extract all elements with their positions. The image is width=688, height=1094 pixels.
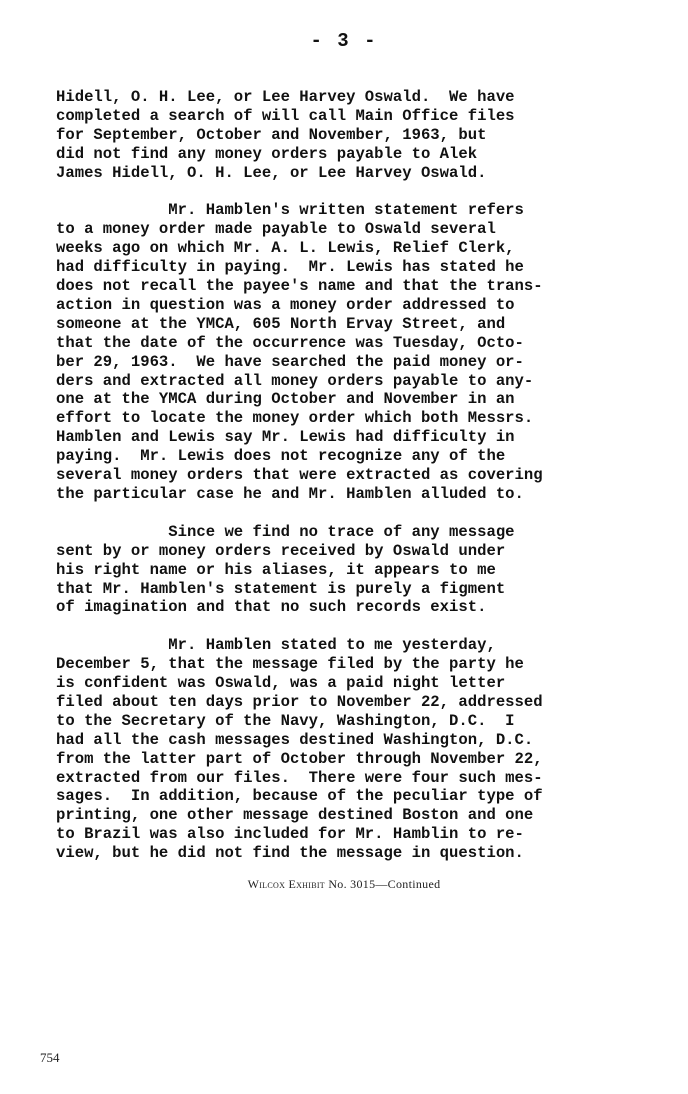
text-line: to Brazil was also included for Mr. Hamblin to re-: [56, 825, 524, 844]
text-line: paying. Mr. Lewis does not recognize any of the: [56, 447, 506, 466]
text-line: weeks ago on which Mr. A. L. Lewis, Relief Clerk,: [56, 239, 515, 258]
text-line: James Hidell, O. H. Lee, or Lee Harvey Oswald.: [56, 163, 487, 182]
text-line: someone at the YMCA, 605 North Ervay Street, and: [56, 314, 506, 333]
text-line: action in question was a money order addressed to: [56, 295, 515, 314]
text-line: for September, October and November, 1963, but: [56, 125, 487, 144]
text-line: from the latter part of October through November 22,: [56, 749, 543, 768]
text-line: filed about ten days prior to November 22, addressed: [56, 692, 543, 711]
text-line: did not find any money orders payable to Alek: [56, 144, 478, 163]
text-line: ders and extracted all money orders payable to any-: [56, 371, 534, 390]
caption-prefix: Wilcox Exhibit: [247, 877, 325, 891]
text-line: completed a search of will call Main Office files: [56, 106, 515, 125]
text-line: is confident was Oswald, was a paid night letter: [56, 674, 506, 693]
text-line: December 5, that the message filed by the party he: [56, 655, 524, 674]
text-line: Hidell, O. H. Lee, or Lee Harvey Oswald. We have: [56, 88, 515, 106]
text-line: that Mr. Hamblen's statement is purely a figment: [56, 579, 506, 598]
page-number: 754: [40, 1050, 60, 1065]
text-line: that the date of the occurrence was Tuesday, Octo-: [56, 333, 524, 352]
text-line: had difficulty in paying. Mr. Lewis has stated he: [56, 258, 524, 277]
text-line: extracted from our files. There were four such mes-: [56, 768, 543, 787]
text-line: does not recall the payee's name and that the trans-: [56, 277, 543, 296]
text-line: the particular case he and Mr. Hamblen alluded to.: [56, 485, 524, 504]
text-line: sages. In addition, because of the peculiar type of: [56, 787, 543, 806]
exhibit-caption: [0, 877, 688, 892]
text-line: Mr. Hamblen's written statement refers: [56, 201, 524, 220]
paragraph: [56, 636, 646, 863]
caption-suffix: No. 3015—Continued: [328, 877, 441, 891]
paragraph: [56, 201, 646, 504]
paragraph: [56, 523, 646, 618]
page-marker: - 3 -: [310, 30, 378, 52]
text-line: of imagination and that no such records exist.: [56, 598, 487, 617]
text-line: Hamblen and Lewis say Mr. Lewis had difficulty in: [56, 428, 515, 447]
text-line: his right name or his aliases, it appears to me: [56, 560, 496, 579]
text-line: to a money order made payable to Oswald several: [56, 220, 496, 239]
text-line: sent by or money orders received by Oswald under: [56, 541, 506, 560]
text-line: printing, one other message destined Boston and one: [56, 806, 534, 825]
text-line: Mr. Hamblen stated to me yesterday,: [56, 636, 496, 655]
text-line: had all the cash messages destined Washington, D.C.: [56, 730, 534, 749]
text-line: effort to locate the money order which both Messrs.: [56, 409, 534, 428]
document-body: [56, 88, 646, 882]
text-line: several money orders that were extracted as covering: [56, 466, 543, 485]
text-line: one at the YMCA during October and November in an: [56, 390, 515, 409]
text-line: view, but he did not find the message in question.: [56, 844, 524, 863]
text-line: to the Secretary of the Navy, Washington, D.C. I: [56, 711, 515, 730]
text-line: ber 29, 1963. We have searched the paid money or-: [56, 352, 524, 371]
paragraph: [56, 88, 646, 183]
text-line: Since we find no trace of any message: [56, 522, 515, 541]
